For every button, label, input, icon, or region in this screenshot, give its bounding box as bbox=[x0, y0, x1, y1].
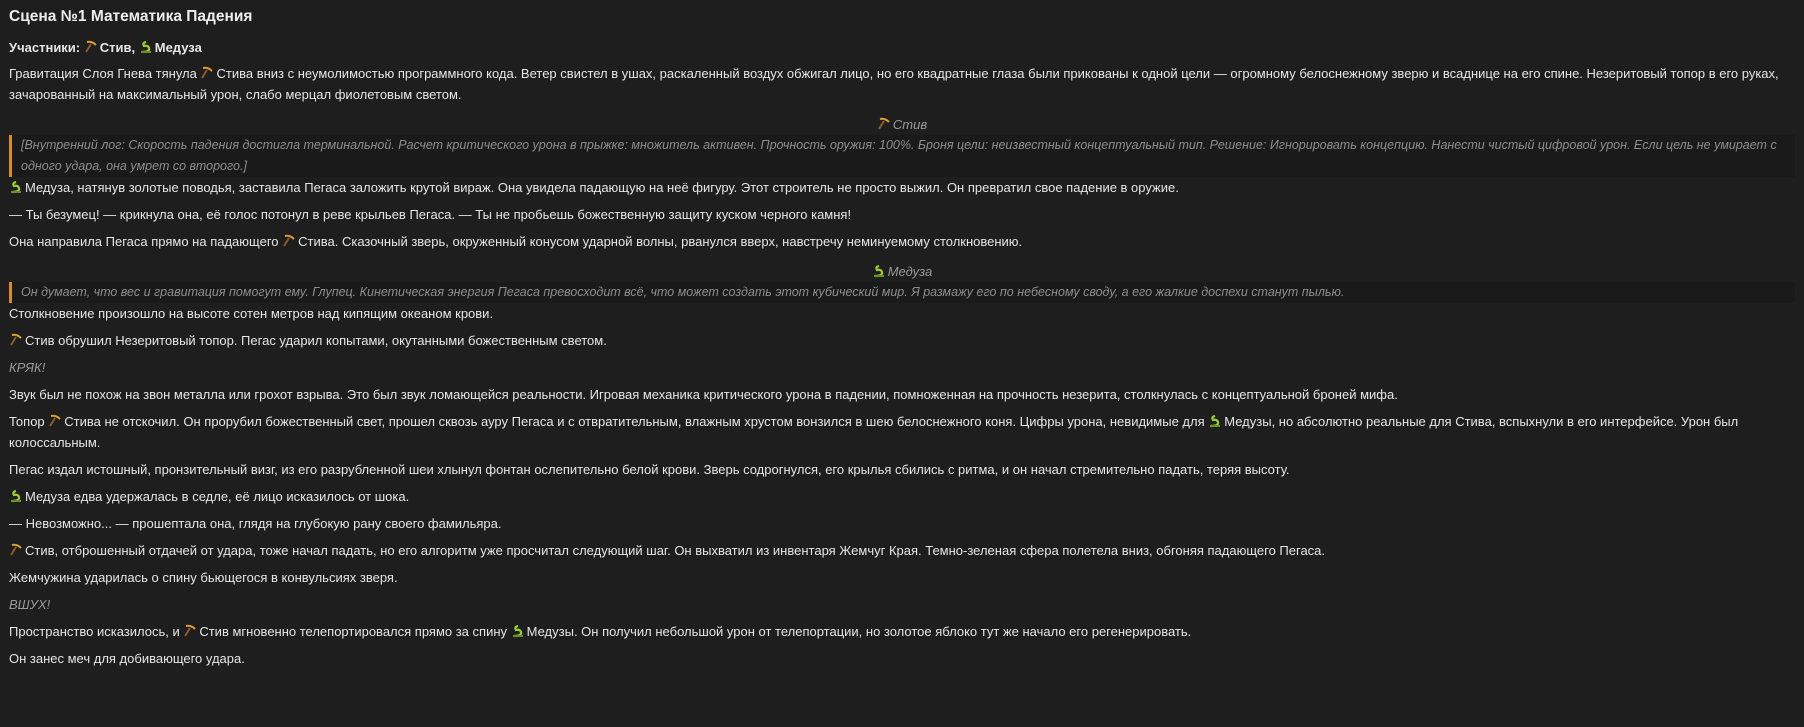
snake-icon bbox=[9, 489, 23, 503]
thought-block-steve: [Внутренний лог: Скорость падения достигла терминальной. Расчет критического урона в прыжке: множитель активен. Прочность оружия: 100%. Броня цели: неизвестный концептуальный тип. Решение: Игнорировать концепцию. Нанести чистый цифровой урон. Если цель не умирает с одного удара, она умрет со второго.] bbox=[9, 135, 1795, 177]
sound-effect: ВШУХ! bbox=[9, 597, 51, 612]
thought-block-medusa: Он думает, что вес и гравитация помогут ему. Глупец. Кинетическая энергия Пегаса превосходит всё, что может создать этот кубический мир. Я размажу его по небесному своду, а его жалкие доспехи станут пылью. bbox=[9, 282, 1795, 303]
paragraph: Она направила Пегаса прямо на падающего Стива. Сказочный зверь, окруженный конусом ударной волны, рванулся вверх, навстречу неминуемому столкновению. bbox=[9, 234, 1023, 249]
pickaxe-icon bbox=[9, 333, 23, 347]
paragraph: Медуза, натянув золотые поводья, заставила Пегаса заложить крутой вираж. Она увидела падающую на неё фигуру. Этот строитель не просто выжил. Он превратил свое падение в оружие. bbox=[9, 177, 1795, 198]
paragraph: Стив, отброшенный отдачей от удара, тоже начал падать, но его алгоритм уже просчитал следующий шаг. Он выхватил из инвентаря Жемчуг Края. Темно-зеленая сфера полетела вниз, обгоняя падающего Пегаса. bbox=[9, 540, 1795, 561]
pickaxe-icon bbox=[9, 543, 23, 557]
paragraph: Он занес меч для добивающего удара. bbox=[9, 651, 245, 666]
sound-effect: КРЯК! bbox=[9, 360, 46, 375]
paragraph: Пространство исказилось, и Стив мгновенно телепортировался прямо за спину Медузы. Он получил небольшой урон от телепортации, но золотое яблоко тут же начало его регенерировать. bbox=[9, 624, 1192, 639]
page-title: Сцена №1 Математика Падения bbox=[9, 8, 253, 25]
pickaxe-icon bbox=[84, 40, 98, 54]
paragraph: Пегас издал истошный, пронзительный визг, из его разрубленной шеи хлынул фонтан ослепительно белой крови. Зверь содрогнулся, его крылья сбились с ритма, и он начал стремительно падать, теряя высоту. bbox=[9, 462, 1290, 477]
speaker-label-steve: Стив bbox=[9, 115, 1795, 135]
pickaxe-icon bbox=[200, 66, 214, 80]
participant-steve: Стив, bbox=[99, 40, 136, 55]
participants-line bbox=[9, 39, 1795, 57]
paragraph: Медуза едва удержалась в седле, её лицо исказилось от шока. bbox=[9, 486, 1795, 507]
paragraph: Стив обрушил Незеритовый топор. Пегас ударил копытами, окутанными божественным светом. bbox=[9, 330, 1795, 351]
speaker-label-medusa: Медуза bbox=[9, 262, 1795, 282]
snake-icon bbox=[1208, 414, 1222, 428]
paragraph: Гравитация Слоя Гнева тянула Стива вниз с неумолимостью программного кода. Ветер свистел в ушах, раскаленный воздух обжигал лицо, но его квадратные глаза были прикованы к одной цели — огромному белоснежному зверю и всаднице на его спине. Незеритовый топор в его руках, зачарованный на максимальный урон, слабо мерцал фиолетовым светом. bbox=[9, 66, 1779, 102]
paragraph: Топор Стива не отскочил. Он прорубил божественный свет, прошел сквозь ауру Пегаса и с отвратительным, влажным хрустом вонзился в шею белоснежного коня. Цифры урона, невидимые для Медузы, но абсолютно реальные для Стива, вспыхнули в его интерфейсе. Урон был колоссальным. bbox=[9, 414, 1739, 450]
paragraph: — Ты безумец! — крикнула она, её голос потонул в реве крыльев Пегаса. — Ты не пробьешь божественную защиту куском черного камня! bbox=[9, 207, 852, 222]
snake-icon bbox=[511, 624, 525, 638]
snake-icon bbox=[9, 180, 23, 194]
paragraph: Звук был не похож на звон металла или грохот взрыва. Это был звук ломающейся реальности. Игровая механика критического урона в падении, помноженная на прочность незерита, столкнулась с концептуальной броней мифа. bbox=[9, 387, 1398, 402]
paragraph: Жемчужина ударилась о спину бьющегося в конвульсиях зверя. bbox=[9, 570, 398, 585]
paragraph: Столкновение произошло на высоте сотен метров над кипящим океаном крови. bbox=[9, 306, 494, 321]
participant-medusa: Медуза bbox=[154, 40, 202, 55]
snake-icon bbox=[872, 264, 886, 278]
pickaxe-icon bbox=[48, 414, 62, 428]
pickaxe-icon bbox=[282, 234, 296, 248]
paragraph: — Невозможно... — прошептала она, глядя на глубокую рану своего фамильяра. bbox=[9, 516, 502, 531]
participants-label: Участники: bbox=[9, 40, 81, 55]
snake-icon bbox=[139, 40, 153, 54]
pickaxe-icon bbox=[183, 624, 197, 638]
pickaxe-icon bbox=[877, 117, 891, 131]
